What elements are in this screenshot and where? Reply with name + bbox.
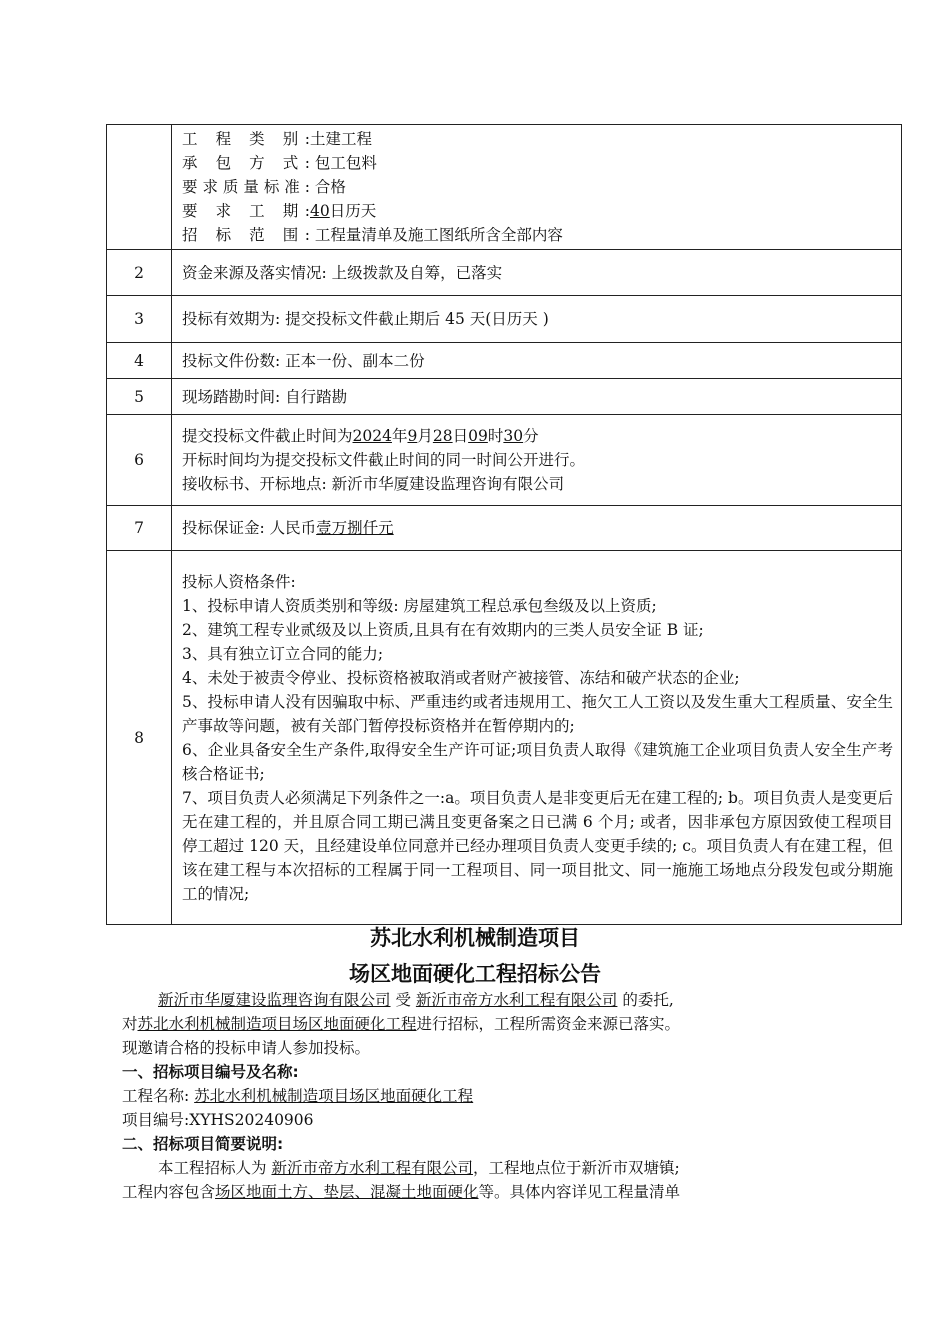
table-row xyxy=(107,415,902,506)
funding-source-cell: 资金来源及落实情况: 上级拨款及自筹，已落实 xyxy=(172,250,902,296)
row-number-cell: 5 xyxy=(107,379,172,415)
qualification-item: 3、具有独立订立合同的能力; xyxy=(182,644,384,663)
deadline-line: 提交投标文件截止时间为2024年9月28日09时30分 xyxy=(182,427,539,445)
row-number-cell: 3 xyxy=(107,296,172,343)
qualification-cell xyxy=(172,551,902,925)
row-number-cell: 8 xyxy=(107,551,172,925)
row-number-cell: 2 xyxy=(107,250,172,296)
bid-bond-cell: 投标保证金: 人民币壹万捌仟元 xyxy=(172,506,902,551)
table-row xyxy=(107,379,902,415)
notice-title-line2: 场区地面硬化工程招标公告 xyxy=(349,962,601,986)
table-row xyxy=(107,343,902,379)
validity-period-cell: 投标有效期为: 提交投标文件截止期后 45 天(日历天 ) xyxy=(172,296,902,343)
qualification-item: 4、未处于被责令停业、投标资格被取消或者财产被接管、冻结和破产状态的企业; xyxy=(182,668,740,687)
contract-mode-line: 承 包 方 式: 包工包料 xyxy=(182,154,377,172)
bid-scope-line: 招 标 范 围: 工程量清单及施工图纸所含全部内容 xyxy=(182,226,563,244)
opening-time-line: 开标时间均为提交投标文件截止时间的同一时间公开进行。 xyxy=(182,451,586,469)
row-content-cell xyxy=(172,125,902,250)
project-name-line: 工程名称: 苏北水利机械制造项目场区地面硬化工程 xyxy=(122,1087,474,1105)
site-visit-cell: 现场踏勘时间: 自行踏勘 xyxy=(172,379,902,415)
qualification-heading: 投标人资格条件: xyxy=(182,572,296,591)
duration-line: 要 求 工 期:40日历天 xyxy=(182,202,377,220)
table-row xyxy=(107,551,902,925)
row-number-cell: 7 xyxy=(107,506,172,551)
qualification-item: 5、投标申请人没有因骗取中标、严重违约或者违规用工、拖欠工人工资以及发生重大工程质量、安全生产事故等问题，被有关部门暂停投标资格并在暂停期内的; xyxy=(182,692,893,735)
deadline-cell xyxy=(172,415,902,506)
section-heading: 一、招标项目编号及名称: xyxy=(122,1063,299,1081)
row-number-cell: 4 xyxy=(107,343,172,379)
project-category-line: 工 程 类 别:土建工程 xyxy=(182,130,373,148)
copies-cell: 投标文件份数: 正本一份、副本二份 xyxy=(172,343,902,379)
qualification-item: 7、项目负责人必须满足下列条件之一:a。项目负责人是非变更后无在建工程的; b。项目负责人是变更后无在建工程的，并且原合同工期已满且变更备案之日已满 6 个月; 或者，因非承包方原因致使工程项目停工超过 120 天，且经建设单位同意并已经办理项目负责人变更手续的; c。项目负责人有在建工程，但该在建工程与本次招标的工程属于同一工程项目、同一项目批文、同一施施工场地点分段发包或分期施工的情况; xyxy=(182,788,893,903)
project-code-line: 项目编号:XYHS20240906 xyxy=(122,1111,314,1129)
opening-location-line: 接收标书、开标地点: 新沂市华厦建设监理咨询有限公司 xyxy=(182,475,565,493)
quality-standard-line: 要求质量标准: 合格 xyxy=(182,178,346,196)
project-paragraph: 对苏北水利机械制造项目场区地面硬化工程进行招标，工程所需资金来源已落实。 xyxy=(122,1015,681,1033)
notice-body xyxy=(122,988,822,1204)
bid-info-table xyxy=(106,124,902,925)
qualification-item: 2、建筑工程专业贰级及以上资质,且具有在有效期内的三类人员安全证 B 证; xyxy=(182,620,704,639)
table-row xyxy=(107,125,902,250)
entrust-paragraph: 新沂市华厦建设监理咨询有限公司 受 新沂市帝方水利工程有限公司 的委托, xyxy=(158,991,674,1009)
description-line2: 工程内容包含场区地面土方、垫层、混凝土地面硬化等。具体内容详见工程量清单 xyxy=(122,1183,681,1201)
notice-title-line1: 苏北水利机械制造项目 xyxy=(370,926,580,950)
table-row xyxy=(107,506,902,551)
table-row xyxy=(107,250,902,296)
qualification-item: 6、企业具备安全生产条件,取得安全生产许可证;项目负责人取得《建筑施工企业项目负责人安全生产考核合格证书; xyxy=(182,740,893,783)
section-heading: 二、招标项目简要说明: xyxy=(122,1135,284,1153)
description-line1: 本工程招标人为 新沂市帝方水利工程有限公司，工程地点位于新沂市双塘镇; xyxy=(158,1159,680,1177)
row-number-cell xyxy=(107,125,172,250)
row-number-cell: 6 xyxy=(107,415,172,506)
invitation-line: 现邀请合格的投标申请人参加投标。 xyxy=(122,1039,371,1057)
table-row xyxy=(107,296,902,343)
qualification-item: 1、投标申请人资质类别和等级: 房屋建筑工程总承包叁级及以上资质; xyxy=(182,596,657,615)
